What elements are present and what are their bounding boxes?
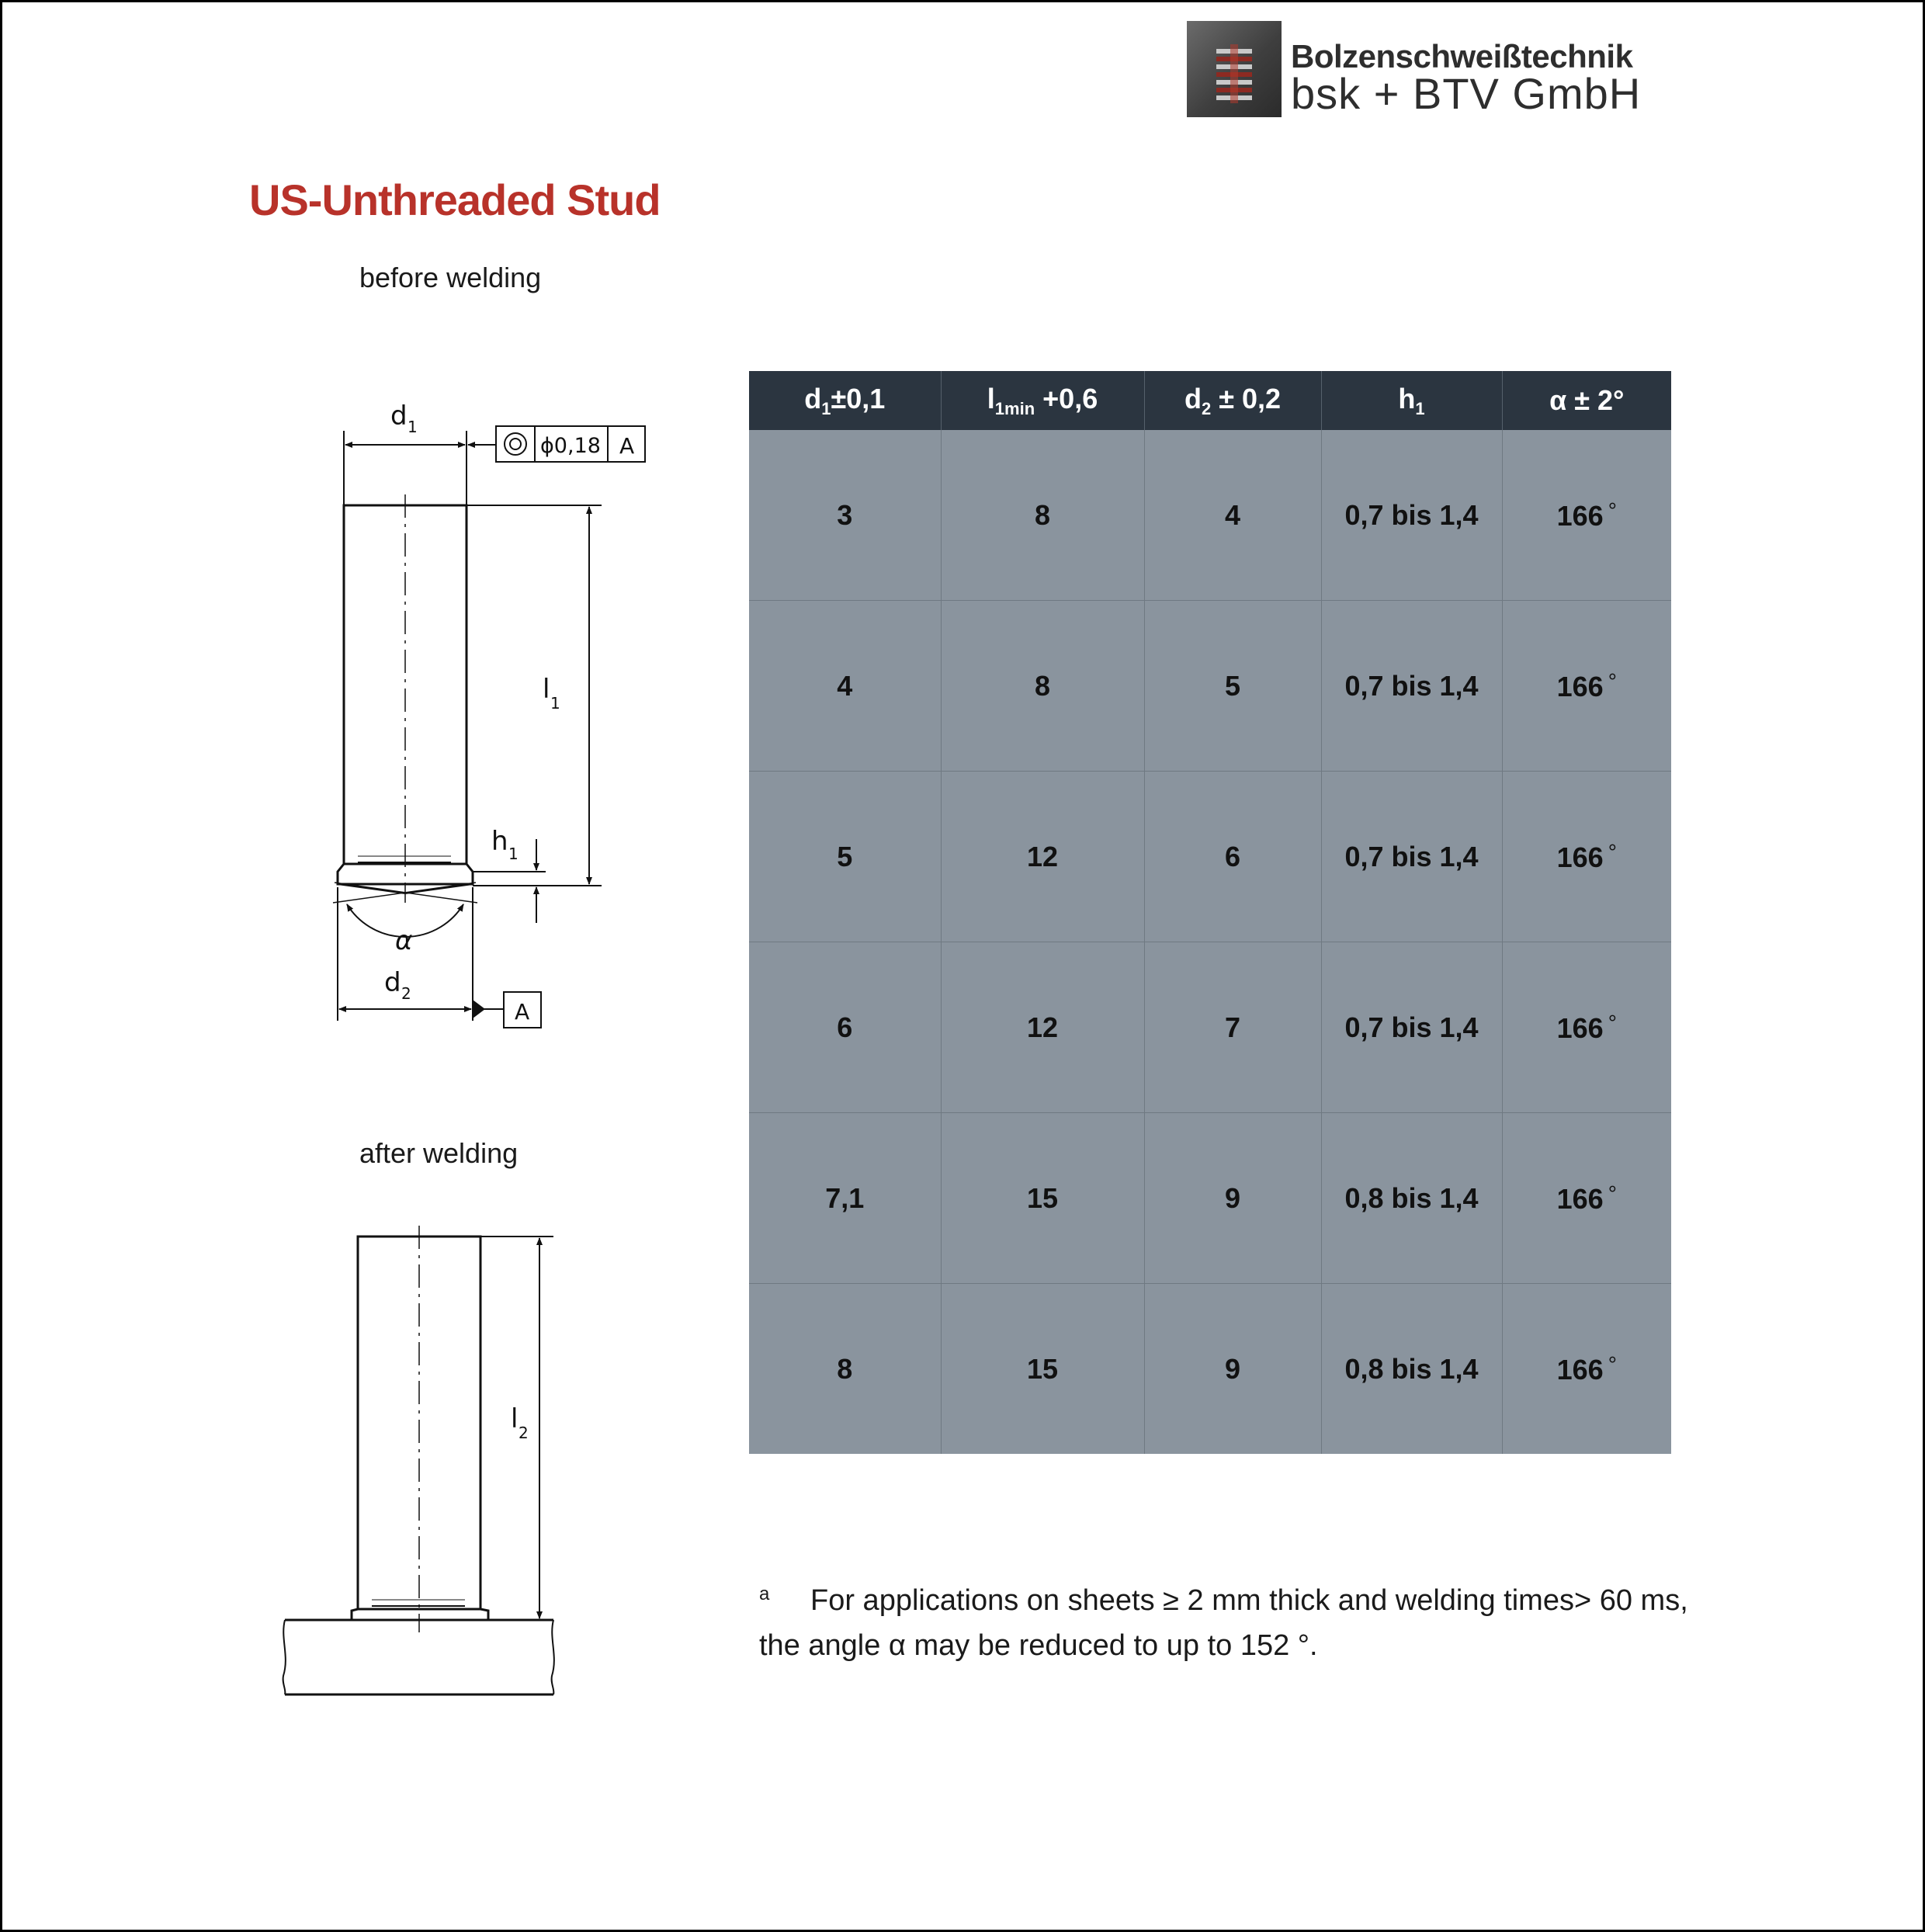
- logo-company-subname: bsk + BTV GmbH: [1291, 69, 1642, 118]
- logo-stud-stripes: [1216, 44, 1252, 103]
- header-alpha: α ± 2°: [1502, 371, 1671, 430]
- footnote-line-1: For applications on sheets ≥ 2 mm thick and welding times> 60 ms,: [810, 1584, 1688, 1617]
- header-h1: $h_1$: [1321, 371, 1502, 430]
- d2-subscript: 2: [401, 984, 411, 1003]
- cell-l1min: 15: [941, 1113, 1144, 1284]
- cell-d2: 7: [1144, 942, 1321, 1113]
- cell-h1: 0,7 bis 1,4: [1321, 942, 1502, 1113]
- cell-alpha: 166 °: [1502, 772, 1671, 942]
- stud-drawing-after-welding: [274, 1213, 569, 1710]
- cell-alpha: 166 °: [1502, 1284, 1671, 1455]
- cell-d1: 7,1: [749, 1113, 941, 1284]
- tolerance-value: ϕ0,18: [540, 434, 601, 458]
- footnote-line-2: the angle α may be reduced to up to 152 °.: [759, 1629, 1318, 1662]
- table-row: [749, 1284, 1671, 1455]
- table-row: [749, 430, 1671, 601]
- footnote-marker: a: [759, 1583, 770, 1604]
- logo-company-name: Bolzenschweißtechnik: [1291, 38, 1633, 75]
- cell-d1: 8: [749, 1284, 941, 1455]
- table-row: [749, 942, 1671, 1113]
- l1-label: l: [543, 674, 550, 705]
- h1-label: h: [491, 826, 508, 857]
- cell-d1: 4: [749, 601, 941, 772]
- cell-d2: 9: [1144, 1284, 1321, 1455]
- cell-alpha: 166 °: [1502, 601, 1671, 772]
- caption-before-welding: before welding: [359, 262, 542, 293]
- cell-l1min: 8: [941, 430, 1144, 601]
- caption-after-welding: after welding: [359, 1137, 519, 1169]
- cell-d1: 3: [749, 430, 941, 601]
- cell-h1: 0,8 bis 1,4: [1321, 1113, 1502, 1284]
- stud-spec-table: [749, 371, 1671, 1454]
- cell-d1: 6: [749, 942, 941, 1113]
- cell-alpha: 166 °: [1502, 942, 1671, 1113]
- cell-d2: 4: [1144, 430, 1321, 601]
- cell-d2: 5: [1144, 601, 1321, 772]
- cell-d1: 5: [749, 772, 941, 942]
- table-header-row: [749, 371, 1671, 430]
- page-title: US-Unthreaded Stud: [249, 175, 661, 224]
- table-row: [749, 601, 1671, 772]
- cell-h1: 0,7 bis 1,4: [1321, 430, 1502, 601]
- company-logo: [1187, 21, 1730, 119]
- cell-d2: 9: [1144, 1113, 1321, 1284]
- h1-subscript: 1: [508, 845, 519, 863]
- stud-drawing-before-welding: [313, 390, 654, 1042]
- datum-reference-letter: A: [515, 999, 530, 1025]
- cell-h1: 0,7 bis 1,4: [1321, 601, 1502, 772]
- table-row: [749, 772, 1671, 942]
- cell-l1min: 12: [941, 772, 1144, 942]
- cell-l1min: 8: [941, 601, 1144, 772]
- logo-mark: [1187, 21, 1282, 117]
- tolerance-frame: [496, 426, 645, 462]
- alpha-label: α: [395, 925, 413, 956]
- d2-label: d: [384, 967, 401, 998]
- cell-h1: 0,7 bis 1,4: [1321, 772, 1502, 942]
- cell-alpha: 166 °: [1502, 430, 1671, 601]
- header-d2: $d_2 \pm 0,2$: [1144, 371, 1321, 430]
- cell-d2: 6: [1144, 772, 1321, 942]
- cell-alpha: 166 °: [1502, 1113, 1671, 1284]
- l2-subscript: 2: [519, 1424, 529, 1442]
- d1-subscript: 1: [408, 418, 418, 436]
- header-l1min: $l_{1min} +0,6$: [941, 371, 1144, 430]
- datum-letter: A: [619, 433, 635, 459]
- header-d1: $d_1\pm 0,1$: [749, 371, 941, 430]
- table-row: [749, 1113, 1671, 1284]
- cell-l1min: 15: [941, 1284, 1144, 1455]
- l2-label: l: [511, 1403, 519, 1434]
- cell-h1: 0,8 bis 1,4: [1321, 1284, 1502, 1455]
- cell-l1min: 12: [941, 942, 1144, 1113]
- l1-subscript: 1: [550, 694, 560, 713]
- d1-label: d: [390, 401, 408, 432]
